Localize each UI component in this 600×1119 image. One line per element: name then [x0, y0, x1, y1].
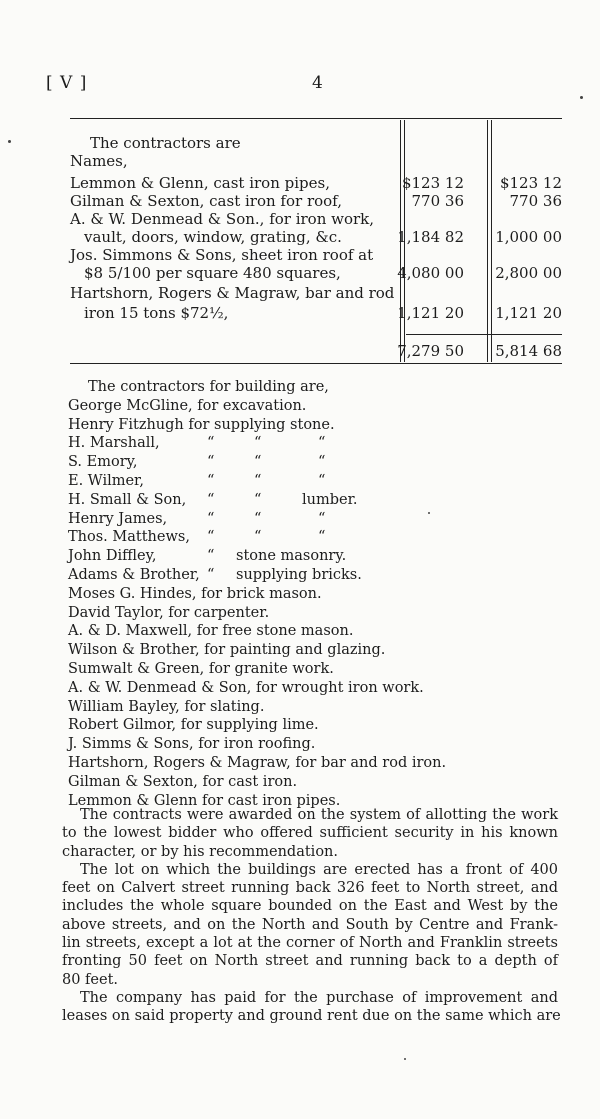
builder-name: S. Emory, [68, 454, 138, 471]
list-item [64, 773, 564, 792]
contract-description: iron 15 tons $72½, [84, 304, 229, 322]
paragraph-line: The lot on which the buildings are erected has a front of 400 [80, 861, 558, 878]
builder-name: Moses G. Hindes, for brick mason. [68, 585, 322, 602]
contract-amount-1: 770 36 [411, 192, 464, 210]
builder-name: Wilson & Brother, for painting and glazing. [68, 642, 386, 659]
table-bottom-rule [70, 363, 562, 364]
builder-name: Adams & Brother, [68, 566, 200, 583]
ditto-mark: “ [254, 491, 262, 508]
list-item [64, 397, 564, 416]
builders-intro: The contractors for building are, [88, 379, 329, 395]
builder-name: John Diffley, [68, 548, 157, 565]
list-item [64, 716, 564, 735]
list-item [64, 491, 564, 510]
list-item [64, 510, 564, 529]
ditto-mark: “ [207, 454, 215, 471]
paragraph-line: 80 feet. [62, 971, 119, 988]
list-item [64, 604, 564, 623]
builder-name: H. Small & Son, [68, 491, 187, 508]
builder-name: J. Simms & Sons, for iron roofing. [68, 736, 316, 753]
contract-amount-2: $123 12 [499, 174, 562, 192]
ink-speck [428, 512, 430, 514]
ditto-mark: “ [318, 472, 326, 489]
contract-amount-2: 770 36 [509, 192, 562, 210]
paragraph-line: character, or by his recommendation. [62, 843, 338, 860]
builder-name: Henry Fitzhugh for supplying stone. [68, 416, 335, 433]
contract-description: Lemmon & Glenn, cast iron pipes, [70, 174, 330, 192]
ditto-mark: “ [318, 435, 326, 452]
list-item [64, 641, 564, 660]
list-item [64, 585, 564, 604]
paragraph-line: above streets, and on the North and South by Centre and Frank- [62, 916, 558, 933]
contract-description: $8 5/100 per square 480 squares, [84, 264, 341, 282]
contract-amount-2: 2,800 00 [495, 264, 562, 282]
contract-amount-1: $123 12 [401, 174, 464, 192]
builder-name: Thos. Matthews, [68, 529, 190, 546]
builders-list [64, 378, 564, 810]
total-amount-2: 5,814 68 [495, 342, 562, 360]
builder-name: William Bayley, for slating. [68, 698, 265, 715]
list-item [64, 453, 564, 472]
ink-speck [404, 1058, 406, 1060]
builder-name: Henry James, [68, 510, 168, 527]
list-item [64, 547, 564, 566]
contract-amount-2: 1,000 00 [495, 228, 562, 246]
contract-amount-1: 1,121 20 [397, 304, 464, 322]
paragraph-line: to the lowest bidder who offered sufficient security in his known [62, 825, 558, 842]
list-item [64, 679, 564, 698]
body-text [62, 806, 561, 1026]
ditto-mark: “ [254, 529, 262, 546]
column-rule [491, 120, 492, 362]
list-item [64, 622, 564, 641]
page-header-marker: [ V ] [46, 73, 88, 93]
paragraph-line: feet on Calvert street running back 326 feet to North street, and [62, 880, 558, 897]
trade-label: lumber. [302, 491, 358, 508]
ditto-mark: “ [207, 566, 215, 583]
column-rule [487, 120, 488, 362]
total-amount-1: 7,279 50 [397, 342, 464, 360]
paragraph-line: fronting 50 feet on North street and running back to a depth of [62, 953, 558, 970]
builder-name: George McGline, for excavation. [68, 397, 307, 414]
ditto-mark: “ [207, 529, 215, 546]
builders-intro-line [64, 378, 564, 397]
contract-amount-2: 1,121 20 [495, 304, 562, 322]
builder-name: Gilman & Sexton, for cast iron. [68, 773, 298, 790]
paragraph-line: includes the whole square bounded on the East and West by the [62, 898, 558, 915]
list-item [64, 472, 564, 491]
page-number: 4 [312, 73, 324, 93]
builder-name: Hartshorn, Rogers & Magraw, for bar and rod iron. [68, 754, 447, 771]
paragraph-line: leases on said property and ground rent due on the same which are [62, 1008, 561, 1025]
ink-speck [580, 96, 583, 99]
builder-name: E. Wilmer, [68, 472, 145, 489]
table-top-rule [70, 118, 562, 119]
builder-name: H. Marshall, [68, 435, 160, 452]
contract-amount-1: 4,080 00 [397, 264, 464, 282]
sum-rule [406, 334, 562, 335]
builder-name: Robert Gilmor, for supplying lime. [68, 717, 319, 734]
contract-description: Gilman & Sexton, cast iron for roof, [70, 192, 342, 210]
trade-label: supplying bricks. [236, 566, 362, 583]
table-intro: The contractors are [90, 134, 241, 152]
ditto-mark: “ [207, 548, 215, 565]
contract-description: vault, doors, window, grating, &c. [84, 228, 342, 246]
contract-amount-1: 1,184 82 [397, 228, 464, 246]
builder-name: Lemmon & Glenn for cast iron pipes. [68, 792, 341, 809]
ditto-mark: “ [254, 510, 262, 527]
list-item [64, 754, 564, 773]
contract-description: Jos. Simmons & Sons, sheet iron roof at [70, 246, 374, 264]
builder-name: A. & D. Maxwell, for free stone mason. [68, 623, 354, 640]
builder-name: Sumwalt & Green, for granite work. [68, 660, 334, 677]
list-item [64, 434, 564, 453]
builder-name: David Taylor, for carpenter. [68, 604, 270, 621]
ditto-mark: “ [318, 510, 326, 527]
ditto-mark: “ [207, 510, 215, 527]
list-item [64, 735, 564, 754]
contract-description: Hartshorn, Rogers & Magraw, bar and rod [70, 284, 395, 302]
ditto-mark: “ [254, 454, 262, 471]
ditto-mark: “ [254, 472, 262, 489]
ink-speck [8, 140, 11, 143]
ditto-mark: “ [318, 529, 326, 546]
contracts-table [70, 118, 562, 364]
ditto-mark: “ [254, 435, 262, 452]
list-item [64, 660, 564, 679]
paragraph-line: The company has paid for the purchase of improvement and [80, 989, 558, 1006]
list-item [64, 416, 564, 435]
ditto-mark: “ [207, 491, 215, 508]
builder-name: A. & W. Denmead & Son, for wrought iron work. [68, 679, 424, 696]
ditto-mark: “ [207, 472, 215, 489]
trade-label: stone masonry. [236, 548, 347, 565]
contract-description: A. & W. Denmead & Son., for iron work, [70, 210, 375, 228]
ditto-mark: “ [318, 454, 326, 471]
names-label: Names, [70, 152, 128, 170]
paragraph-line: The contracts were awarded on the system of allotting the work [80, 807, 558, 823]
list-item [64, 528, 564, 547]
paragraph-line: lin streets, except a lot at the corner of North and Franklin streets [62, 935, 558, 952]
list-item [64, 566, 564, 585]
ditto-mark: “ [207, 435, 215, 452]
list-item [64, 698, 564, 717]
